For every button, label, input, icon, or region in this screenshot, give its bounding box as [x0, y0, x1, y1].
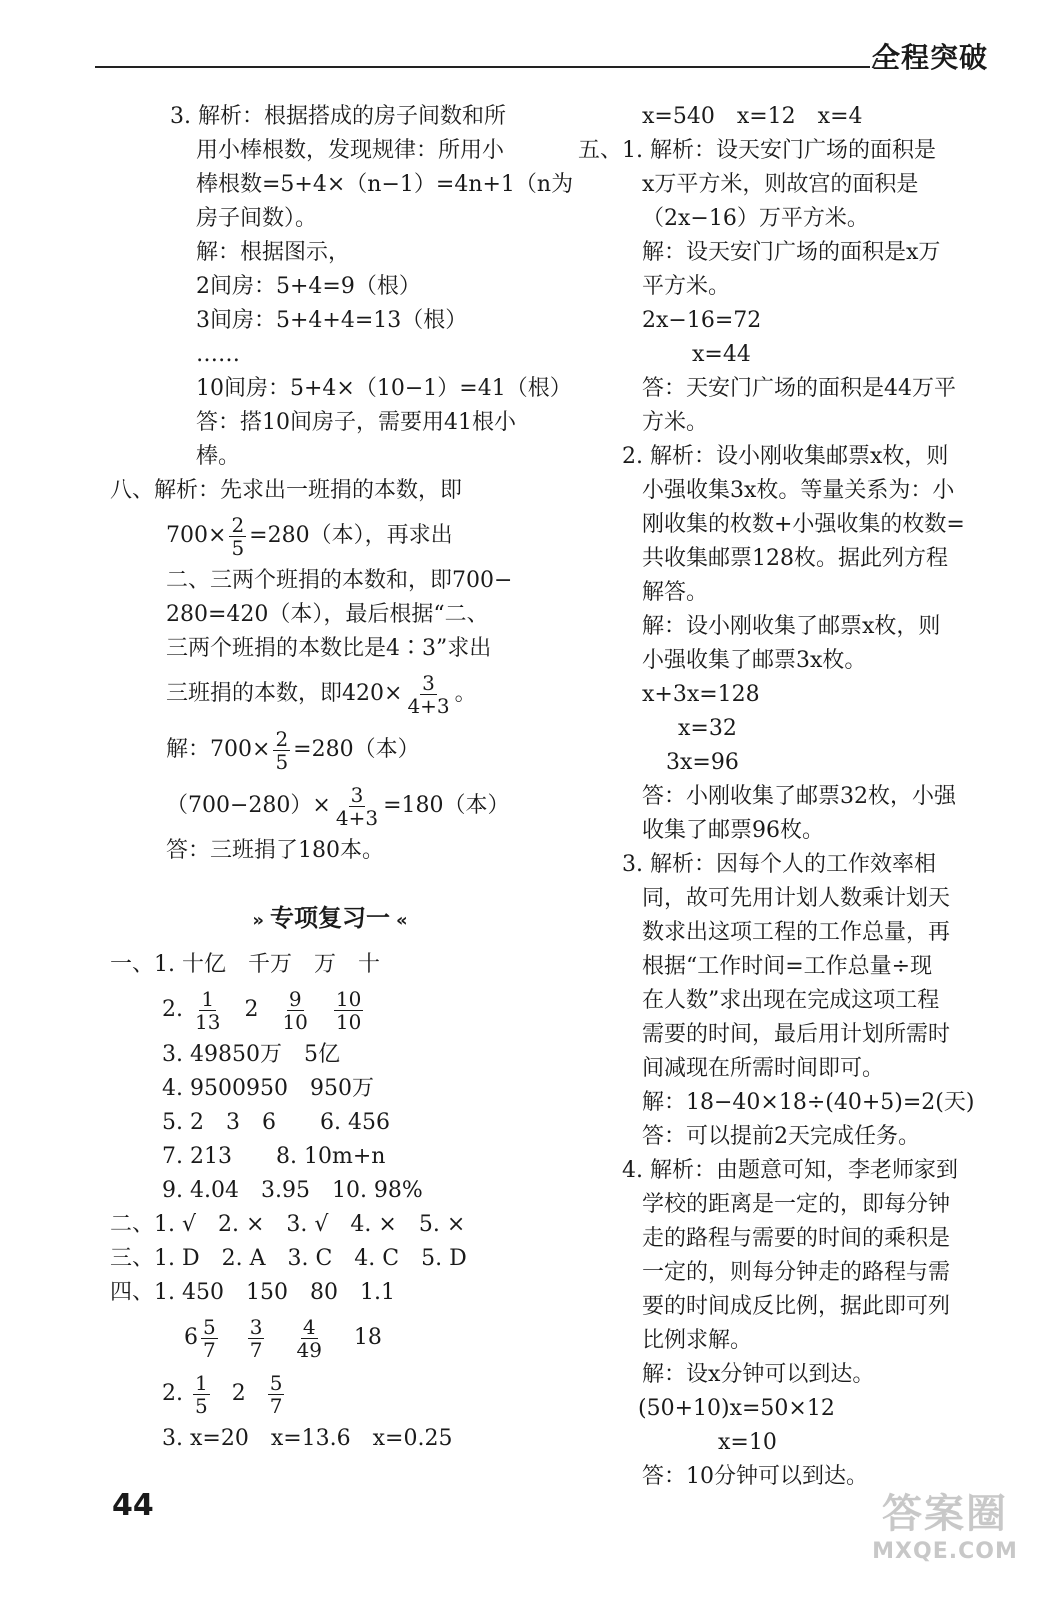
fraction-denominator: 7 [249, 1337, 263, 1362]
answer-value: 2 [231, 1381, 246, 1406]
q8-line: 三两个班捐的本数比是4∶3”求出 [166, 636, 492, 661]
q5-2-line: 小强收集3x枚。等量关系为：小 [642, 478, 955, 503]
fraction [273, 728, 290, 773]
q5-1-line: x万平方米，则故宫的面积是 [642, 172, 919, 197]
answer-value: 2 [244, 997, 259, 1022]
q5-4-line: (50+10)x=50×12 [638, 1396, 835, 1421]
fraction [280, 988, 309, 1033]
q5-3-line: 同，故可先用计划人数乘计划天 [642, 886, 951, 911]
q5-2-line: 答：小刚收集了邮票32枚，小强 [642, 784, 956, 809]
q5-4-line: 学校的距离是一定的，即每分钟 [642, 1192, 951, 1217]
fraction-denominator: 5 [275, 749, 289, 774]
q8-line: 280=420（本），最后根据“二、 [166, 602, 489, 627]
q3-line: 房子间数）。 [196, 206, 318, 231]
fraction [405, 672, 451, 717]
fraction [193, 1372, 210, 1417]
review-line: 9. 4.04 3.95 10. 98% [162, 1178, 423, 1203]
left-column [110, 100, 574, 1456]
fraction-denominator: 4+3 [335, 805, 379, 830]
q8-line: 八、解析：先求出一班捐的本数，即 [110, 478, 463, 503]
item-label: 2. [162, 997, 183, 1022]
q5-4-line: 比例求解。 [642, 1328, 753, 1353]
q3-line: 用小棒根数，发现规律：所用小 [196, 138, 505, 163]
q5-2-line: 解答。 [642, 580, 709, 605]
fraction-numerator: 9 [288, 986, 302, 1011]
q5-4-block [578, 1154, 998, 1494]
q5-4-line: 走的路程与需要的时间的乘积是 [642, 1226, 951, 1251]
answer-line: x=540 x=12 x=4 [642, 104, 863, 129]
q5-2-line: x=32 [678, 716, 737, 741]
review-line: 二、1. √ 2. × 3. √ 4. × 5. × [110, 1212, 466, 1237]
header-title: 全程突破 [872, 41, 989, 74]
double-arrow-right-icon: » [252, 910, 264, 931]
double-arrow-left-icon: « [396, 910, 408, 931]
review-line: 一、1. 十亿 千万 万 十 [110, 952, 380, 977]
q5-4-line: 4. 解析：由题意可知，李老师家到 [622, 1158, 958, 1183]
fraction [294, 1316, 323, 1361]
q5-3-line: 在人数”求出现在完成这项工程 [642, 988, 940, 1013]
review-line-fraction [110, 1366, 550, 1422]
q3-line: 答：搭10间房子，需要用41根小 [196, 410, 516, 435]
review-line: 3. x=20 x=13.6 x=0.25 [162, 1426, 453, 1451]
fraction-denominator: 7 [269, 1393, 283, 1418]
fraction-denominator: 5 [195, 1393, 208, 1418]
q5-2-block [578, 440, 998, 848]
q3-line: 2间房：5+4=9（根） [196, 274, 421, 299]
q5-3-line: 解：18−40×18÷(40+5)=2(天) [642, 1090, 975, 1115]
fraction [201, 1316, 218, 1361]
q3-line: 棒根数=5+4×（n−1）=4n+1（n为 [196, 172, 574, 197]
q5-3-line: 答：可以提前2天完成任务。 [642, 1124, 920, 1149]
q3-line: 3. 解析：根据搭成的房子间数和所 [170, 104, 506, 129]
q5-3-line: 需要的时间，最后用计划所需时 [642, 1022, 951, 1047]
q8-text: =180（本） [383, 793, 510, 818]
fraction-numerator: 1 [195, 1370, 208, 1395]
q8-line-fraction [110, 778, 550, 834]
q5-1-line: 2x−16=72 [642, 308, 762, 333]
fraction [334, 988, 363, 1033]
q5-2-line: 3x=96 [666, 750, 739, 775]
q8-text: 三班捐的本数，即420× [166, 681, 403, 706]
review-line-fraction [110, 982, 550, 1038]
q5-4-line: 一定的，则每分钟走的路程与需 [642, 1260, 951, 1285]
review-line: 7. 213 8. 10m+n [162, 1144, 386, 1169]
review-line: 5. 2 3 6 6. 456 [162, 1110, 390, 1135]
fraction-numerator: 3 [350, 782, 364, 807]
q8-text: =280（本），再求出 [249, 523, 453, 548]
fraction [229, 514, 246, 559]
fraction [193, 988, 222, 1033]
q5-3-line: 根据“工作时间=工作总量÷现 [642, 954, 933, 979]
q5-1-block [578, 134, 998, 440]
q8-text: =280（本） [293, 737, 420, 762]
q8-line-fraction [110, 722, 550, 778]
q8-line-fraction [110, 666, 550, 722]
q5-1-line: x=44 [692, 342, 751, 367]
q3-line: …… [196, 342, 240, 367]
watermark-logo: 答案圈 [882, 1491, 1008, 1537]
q5-2-line: 解：设小刚收集了邮票x枚，则 [642, 614, 941, 639]
q5-1-line: （2x−16）万平方米。 [642, 206, 869, 231]
review-line: 3. 49850万 5亿 [162, 1042, 340, 1067]
watermark [850, 1482, 1040, 1582]
fraction [334, 784, 380, 829]
review-line: 三、1. D 2. A 3. C 4. C 5. D [110, 1246, 467, 1271]
whole-number: 6 [184, 1325, 198, 1350]
q5-4-line: 解：设x分钟可以到达。 [642, 1362, 875, 1387]
q5-1-line: 方米。 [642, 410, 709, 435]
q5-2-line: 收集了邮票96枚。 [642, 818, 824, 843]
fraction-numerator: 5 [269, 1370, 283, 1395]
q3-block [170, 100, 574, 474]
fraction [268, 1372, 285, 1417]
fraction-denominator: 10 [335, 1009, 362, 1034]
section-title-text: 专项复习一 [270, 904, 390, 932]
q5-3-line: 间减现在所需时间即可。 [642, 1056, 885, 1081]
fraction-numerator: 3 [422, 670, 435, 695]
fraction-numerator: 2 [275, 726, 289, 751]
q5-2-line: x+3x=128 [642, 682, 760, 707]
q3-line: 10间房：5+4×（10−1）=41（根） [196, 376, 572, 401]
q5-4-line: 要的时间成反比例，据此即可列 [642, 1294, 951, 1319]
q5-3-line: 数求出这项工程的工作总量，再 [642, 920, 951, 945]
fraction-numerator: 5 [203, 1314, 216, 1339]
q5-2-line: 共收集邮票128枚。据此列方程 [642, 546, 948, 571]
q5-1-line: 解：设天安门广场的面积是x万 [642, 240, 941, 265]
fraction [248, 1316, 265, 1361]
q5-2-line: 刚收集的枚数+小强收集的枚数= [642, 512, 965, 537]
q5-1-line: 答：天安门广场的面积是44万平 [642, 376, 956, 401]
fraction-numerator: 3 [249, 1314, 263, 1339]
q5-1-line: 五、1. 解析：设天安门广场的面积是 [578, 138, 936, 163]
q5-4-line: 答：10分钟可以到达。 [642, 1464, 868, 1489]
review-line: 4. 9500950 950万 [162, 1076, 374, 1101]
q8-text: （700−280）× [166, 793, 331, 818]
fraction-denominator: 10 [282, 1009, 308, 1034]
right-column [578, 100, 998, 1494]
q3-line: 解：根据图示， [196, 240, 351, 265]
fraction-denominator: 5 [231, 535, 245, 560]
q8-text: 700× [166, 523, 227, 548]
q8-line: 答：三班捐了180本。 [166, 838, 384, 863]
item-label: 2. [162, 1381, 183, 1406]
q5-1-line: 平方米。 [642, 274, 731, 299]
fraction-denominator: 7 [203, 1337, 216, 1362]
q8-text: 解：700× [166, 737, 271, 762]
fraction-numerator: 4 [302, 1314, 316, 1339]
q8-line-fraction [110, 508, 550, 564]
q8-line: 二、三两个班捐的本数和，即700− [166, 568, 513, 593]
review-block [110, 948, 550, 1456]
q8-block [110, 474, 550, 868]
q5-3-block [578, 848, 998, 1154]
q5-2-line: 小强收集了邮票3x枚。 [642, 648, 867, 673]
watermark-url: MXQE.COM [872, 1539, 1018, 1564]
fraction-numerator: 10 [335, 986, 362, 1011]
q5-3-line: 3. 解析：因每个人的工作效率相 [622, 852, 936, 877]
review-line: 四、1. 450 150 80 1.1 [110, 1280, 395, 1305]
answer-value: 18 [353, 1325, 382, 1350]
review-line-fraction [110, 1310, 550, 1366]
header-rule [95, 66, 870, 68]
section-title [110, 888, 550, 948]
fraction-numerator: 1 [201, 986, 215, 1011]
q8-text: 。 [454, 681, 477, 706]
page-number: 44 [112, 1488, 154, 1523]
q5-2-line: 2. 解析：设小刚收集邮票x枚，则 [622, 444, 949, 469]
q3-line: 棒。 [196, 444, 241, 469]
fraction-numerator: 2 [231, 512, 245, 537]
fraction-denominator: 13 [195, 1009, 221, 1034]
fraction-denominator: 4+3 [407, 693, 450, 718]
fraction-denominator: 49 [296, 1337, 322, 1362]
q3-line: 3间房：5+4+4=13（根） [196, 308, 468, 333]
q5-4-line: x=10 [718, 1430, 777, 1455]
